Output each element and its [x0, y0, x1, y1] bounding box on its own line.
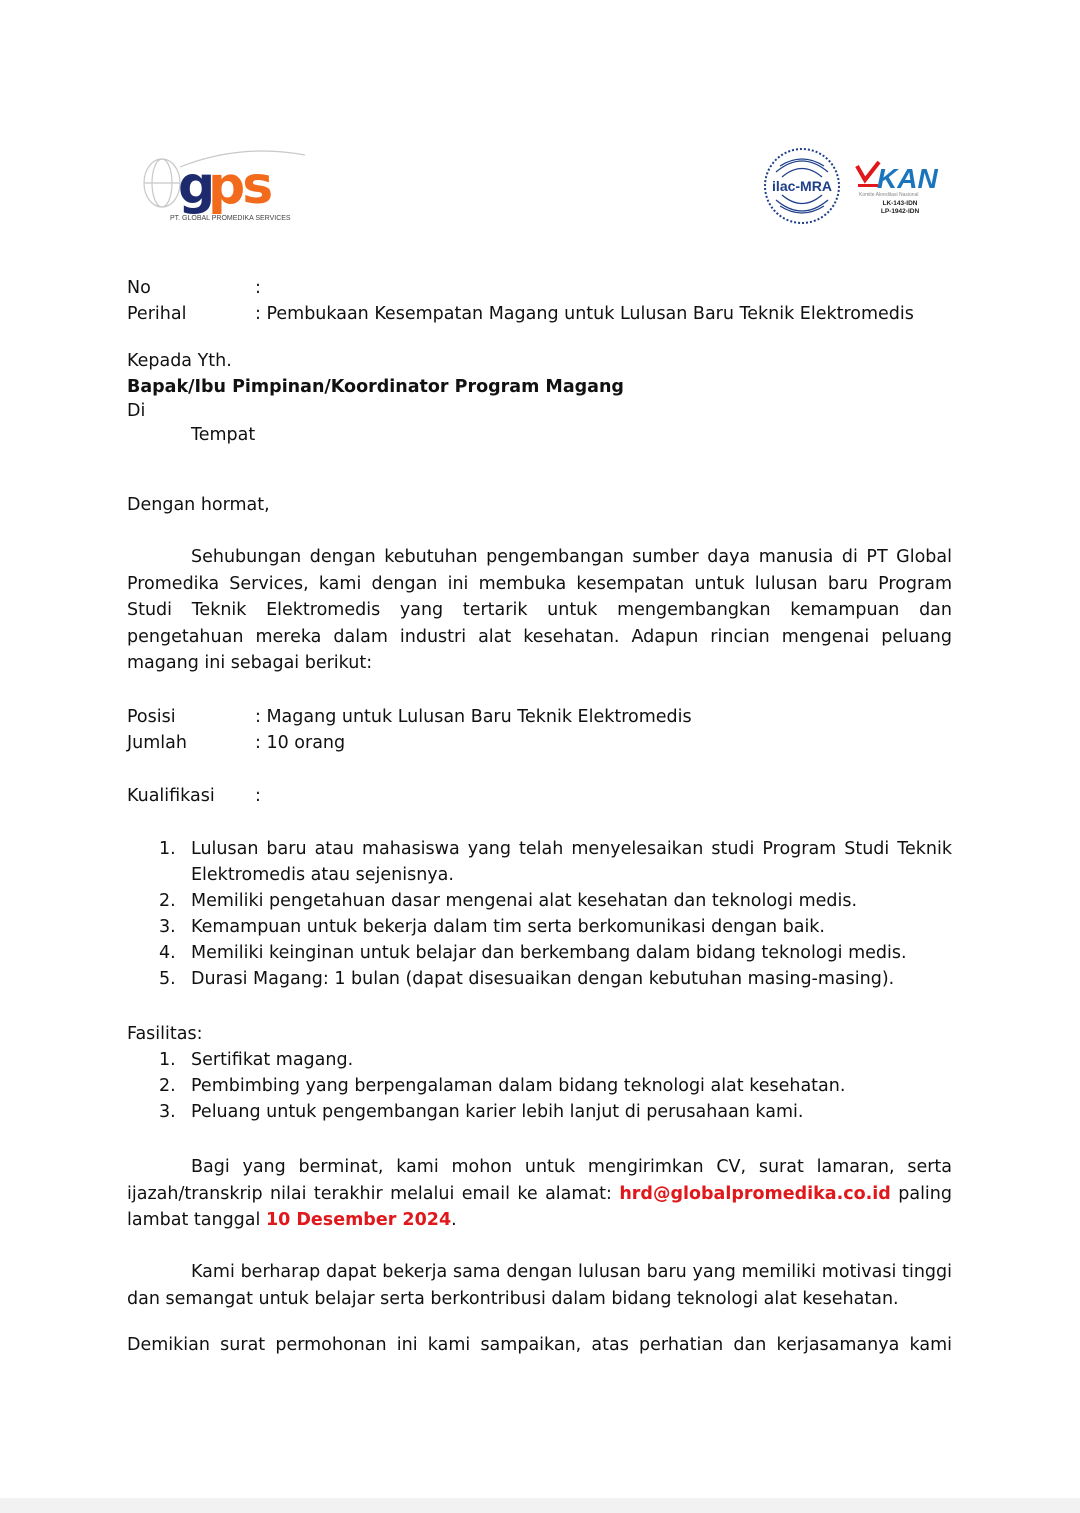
kualifikasi-label: Kualifikasi — [127, 786, 215, 806]
kan-icon — [855, 160, 945, 220]
perihal-row — [127, 301, 914, 327]
item-text: Lulusan baru atau mahasiswa yang telah menyelesaikan studi Program Studi Teknik Elektromedis atau sejenisnya. — [191, 839, 952, 885]
apply-text: Bagi yang berminat, kami mohon untuk mengirimkan CV, surat lamaran, serta ijazah/transkrip nilai terakhir melalui email ke alamat: — [127, 1157, 952, 1204]
recipient-line3: Di — [127, 401, 146, 421]
intro-paragraph: Sehubungan dengan kebutuhan pengembangan sumber daya manusia di PT Global Promedika Services, kami dengan ini membuka kesempatan untuk lulusan baru Program Studi Teknik Elektromedis yang tertarik untuk mengembangkan kemampuan dan pengetahuan mereka dalam industri alat kesehatan. Adapun rincian mengenai peluang magang ini sebagai berikut: — [127, 547, 952, 673]
svg-text:ilac-MRA: ilac-MRA — [772, 178, 832, 194]
no-row — [127, 275, 261, 301]
perihal-value: : Pembukaan Kesempatan Magang untuk Lulusan Baru Teknik Elektromedis — [255, 304, 914, 324]
svg-text:g: g — [178, 156, 213, 216]
svg-text:ps: ps — [208, 156, 271, 216]
greeting: Dengan hormat, — [127, 495, 270, 515]
apply-paragraph — [127, 1154, 952, 1234]
kualifikasi-item — [127, 966, 952, 992]
ilac-mra-icon — [762, 146, 842, 226]
company-name: PT. GLOBAL PROMEDIKA SERVICES — [170, 215, 291, 222]
company-logo — [140, 145, 310, 230]
recipient-line1: Kepada Yth. — [127, 351, 232, 371]
kualifikasi-item — [127, 940, 952, 966]
no-value: : — [255, 278, 261, 298]
apply-text-end: . — [451, 1210, 457, 1230]
apply-text-2: paling lambat tanggal — [127, 1183, 952, 1230]
kualifikasi-colon: : — [255, 786, 261, 806]
kualifikasi-item — [127, 888, 952, 914]
item-number: 3. — [159, 1102, 176, 1122]
fasilitas-item — [127, 1047, 952, 1073]
posisi-label: Posisi — [127, 707, 176, 727]
kualifikasi-row — [127, 783, 261, 809]
viewer-bottom-bar — [0, 1498, 1080, 1513]
posisi-value: : Magang untuk Lulusan Baru Teknik Elektromedis — [255, 707, 692, 727]
perihal-label: Perihal — [127, 304, 187, 324]
recipient-line4: Tempat — [191, 425, 256, 445]
svg-text:KAN: KAN — [877, 163, 938, 194]
jumlah-value: : 10 orang — [255, 733, 346, 753]
item-number: 2. — [159, 891, 176, 911]
kan-logo — [855, 160, 945, 220]
recipient-line2: Bapak/Ibu Pimpinan/Koordinator Program Magang — [127, 377, 624, 397]
item-text: Durasi Magang: 1 bulan (dapat disesuaikan dengan kebutuhan masing-masing). — [191, 969, 895, 989]
fasilitas-item — [127, 1099, 952, 1125]
item-text: Peluang untuk pengembangan karier lebih lanjut di perusahaan kami. — [191, 1102, 804, 1122]
item-text: Memiliki pengetahuan dasar mengenai alat kesehatan dan teknologi medis. — [191, 891, 858, 911]
fasilitas-item — [127, 1073, 952, 1099]
item-number: 1. — [159, 1050, 176, 1070]
item-number: 1. — [159, 839, 176, 859]
deadline-date: 10 Desember 2024 — [265, 1210, 452, 1230]
jumlah-row — [127, 730, 345, 756]
hope-paragraph: Kami berharap dapat bekerja sama dengan lulusan baru yang memiliki motivasi tinggi dan semangat untuk belajar serta berkontribusi dalam bidang teknologi alat kesehatan. — [127, 1262, 952, 1309]
posisi-row — [127, 704, 692, 730]
svg-text:LP-1942-IDN: LP-1942-IDN — [880, 208, 920, 215]
no-label: No — [127, 278, 151, 298]
ilac-mra-logo — [762, 146, 842, 226]
kualifikasi-item — [127, 836, 952, 888]
item-number: 5. — [159, 969, 176, 989]
item-number: 3. — [159, 917, 176, 937]
kualifikasi-item — [127, 914, 952, 940]
fasilitas-list — [127, 1047, 952, 1125]
email-link[interactable]: hrd@globalpromedika.co.id — [619, 1183, 891, 1204]
jumlah-label: Jumlah — [127, 733, 187, 753]
item-text: Pembimbing yang berpengalaman dalam bidang teknologi alat kesehatan. — [191, 1076, 846, 1096]
svg-text:LK-143-IDN: LK-143-IDN — [882, 200, 918, 207]
item-text: Sertifikat magang. — [191, 1050, 354, 1070]
item-number: 2. — [159, 1076, 176, 1096]
item-text: Memiliki keinginan untuk belajar dan berkembang dalam bidang teknologi medis. — [191, 943, 907, 963]
kualifikasi-list — [127, 836, 952, 992]
item-text: Kemampuan untuk bekerja dalam tim serta berkomunikasi dengan baik. — [191, 917, 825, 937]
closing-paragraph: Demikian surat permohonan ini kami sampaikan, atas perhatian dan kerjasamanya kami — [127, 1335, 952, 1355]
svg-text:Komite Akreditasi Nasional: Komite Akreditasi Nasional — [859, 192, 919, 198]
fasilitas-label: Fasilitas: — [127, 1024, 203, 1044]
item-number: 4. — [159, 943, 176, 963]
